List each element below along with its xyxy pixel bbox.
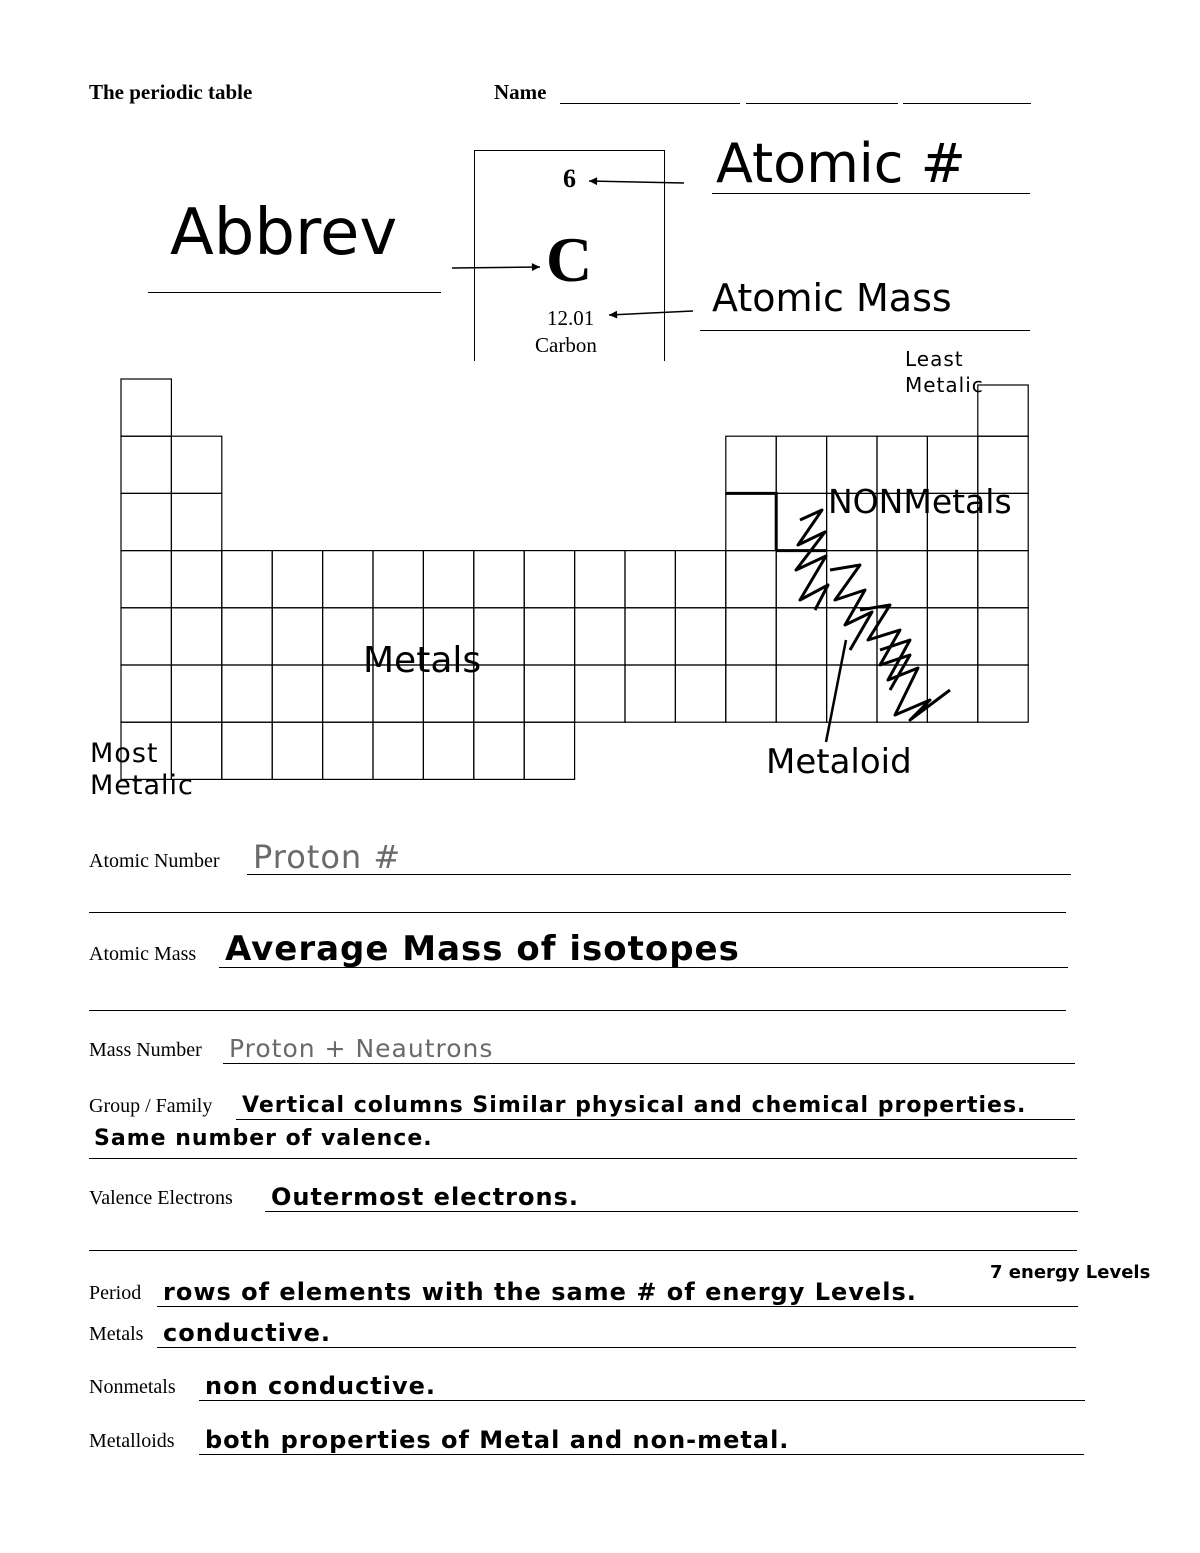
definition-answer: rows of elements with the same # of energy Levels. [163, 1278, 917, 1306]
table-cell [927, 551, 977, 608]
table-cell [272, 722, 322, 779]
definition-answer: Proton + Neautrons [229, 1034, 494, 1063]
metalloid-scribble [796, 510, 828, 610]
definition-label: Mass Number [89, 1039, 202, 1061]
definition-continuation-line[interactable] [89, 1158, 1077, 1159]
table-cell [524, 665, 574, 722]
definition-answer-line[interactable] [223, 1063, 1075, 1064]
table-cell [171, 722, 221, 779]
definition-answer-line[interactable] [265, 1211, 1078, 1212]
table-cell [323, 722, 373, 779]
definition-answer: both properties of Metal and non-metal. [205, 1426, 790, 1454]
label-metals: Metals [363, 640, 482, 681]
table-cell [373, 551, 423, 608]
table-cell [877, 436, 927, 493]
arrow-symbol-head [532, 263, 540, 271]
definition-continuation-line[interactable] [89, 1250, 1077, 1251]
table-cell [625, 608, 675, 665]
table-cell [474, 722, 524, 779]
element-symbol: C [546, 224, 593, 295]
table-cell [625, 665, 675, 722]
table-cell [222, 722, 272, 779]
table-cell [827, 436, 877, 493]
table-cell [373, 608, 423, 665]
table-cell [927, 608, 977, 665]
table-cell [171, 551, 221, 608]
key-label-mass: Atomic Mass [712, 276, 952, 320]
definition-answer-line[interactable] [236, 1119, 1075, 1120]
table-cell [423, 551, 473, 608]
table-cell [675, 665, 725, 722]
table-cell [726, 608, 776, 665]
definition-label: Valence Electrons [89, 1187, 233, 1209]
definition-answer: Proton # [253, 838, 402, 876]
definition-answer-line[interactable] [199, 1400, 1085, 1401]
table-cell [524, 551, 574, 608]
table-cell [726, 436, 776, 493]
table-cell [323, 551, 373, 608]
table-cell [171, 665, 221, 722]
table-cell [323, 665, 373, 722]
table-cell [423, 665, 473, 722]
table-cell [474, 551, 524, 608]
definition-label: Metals [89, 1323, 144, 1345]
definition-label: Atomic Number [89, 850, 220, 872]
table-cell [978, 493, 1028, 550]
table-cell [121, 551, 171, 608]
table-cell [373, 722, 423, 779]
element-atomic-number: 6 [563, 164, 576, 193]
table-cell [121, 665, 171, 722]
definition-answer: Outermost electrons. [271, 1183, 579, 1211]
definition-answer: non conductive. [205, 1372, 437, 1400]
table-cell [272, 665, 322, 722]
label-most-metallic: Most Metalic [90, 738, 194, 801]
worksheet-title: The periodic table [89, 80, 253, 104]
table-cell [575, 665, 625, 722]
table-cell [927, 665, 977, 722]
key-label-symbol: Abbrev [170, 196, 398, 270]
table-cell [474, 608, 524, 665]
definition-label: Atomic Mass [89, 943, 197, 965]
table-cell [726, 665, 776, 722]
table-cell [675, 551, 725, 608]
metalloid-scribble [880, 640, 950, 720]
table-cell [423, 722, 473, 779]
definition-answer-line[interactable] [157, 1306, 1078, 1307]
definition-answer-line[interactable] [157, 1347, 1076, 1348]
table-cell [978, 551, 1028, 608]
table-cell [978, 385, 1028, 436]
table-cell [222, 608, 272, 665]
arrow-atomic-number-head [589, 177, 597, 185]
key-label-number: Atomic # [716, 132, 966, 195]
table-cell [625, 551, 675, 608]
table-cell [222, 665, 272, 722]
arrow-atomic-mass [609, 311, 693, 315]
arrow-atomic-number [589, 181, 684, 183]
table-cell [524, 608, 574, 665]
table-cell [121, 608, 171, 665]
definition-continuation-line[interactable] [89, 912, 1066, 913]
definition-answer: Average Mass of isotopes [225, 929, 740, 969]
table-cell [927, 493, 977, 550]
staircase-line [726, 493, 776, 550]
definition-label: Metalloids [89, 1430, 175, 1452]
table-cell [272, 551, 322, 608]
table-cell [726, 551, 776, 608]
table-cell [978, 436, 1028, 493]
arrow-atomic-mass-head [609, 311, 617, 319]
table-cell [121, 722, 171, 779]
label-least-metallic: Least Metalic [905, 347, 984, 397]
table-cell [171, 493, 221, 550]
label-metalloid: Metaloid [766, 742, 912, 782]
definition-answer: Vertical columns Similar physical and chemical properties. [242, 1093, 1027, 1118]
element-atomic-mass: 12.01 [547, 306, 595, 330]
table-cell [675, 608, 725, 665]
element-name: Carbon [535, 333, 597, 357]
metalloid-pointer [826, 640, 846, 742]
table-cell [776, 608, 826, 665]
table-cell [222, 551, 272, 608]
table-cell [474, 665, 524, 722]
table-cell [524, 722, 574, 779]
table-cell [827, 493, 877, 550]
definition-label: Period [89, 1282, 142, 1304]
name-label: Name [494, 80, 547, 104]
label-nonmetals: NONMetals [828, 482, 1012, 521]
definition-side-note: 7 energy Levels [990, 1262, 1151, 1283]
table-cell [272, 608, 322, 665]
table-cell [121, 493, 171, 550]
table-cell [776, 436, 826, 493]
table-cell [121, 379, 171, 436]
table-cell [575, 608, 625, 665]
table-cell [877, 551, 927, 608]
table-cell [927, 436, 977, 493]
table-cell [726, 493, 776, 550]
table-cell [827, 665, 877, 722]
table-cell [978, 665, 1028, 722]
table-cell [121, 436, 171, 493]
definition-label: Nonmetals [89, 1376, 176, 1398]
definition-answer-continued: Same number of valence. [94, 1126, 433, 1151]
table-cell [171, 436, 221, 493]
table-cell [776, 665, 826, 722]
arrow-symbol [452, 267, 540, 268]
table-cell [171, 608, 221, 665]
table-cell [575, 551, 625, 608]
table-cell [978, 608, 1028, 665]
table-cell [323, 608, 373, 665]
definition-label: Group / Family [89, 1095, 213, 1117]
definition-answer: conductive. [163, 1319, 332, 1347]
table-cell [877, 493, 927, 550]
table-cell [373, 665, 423, 722]
definition-continuation-line[interactable] [89, 1010, 1066, 1011]
definition-answer-line[interactable] [199, 1454, 1084, 1455]
table-cell [423, 608, 473, 665]
